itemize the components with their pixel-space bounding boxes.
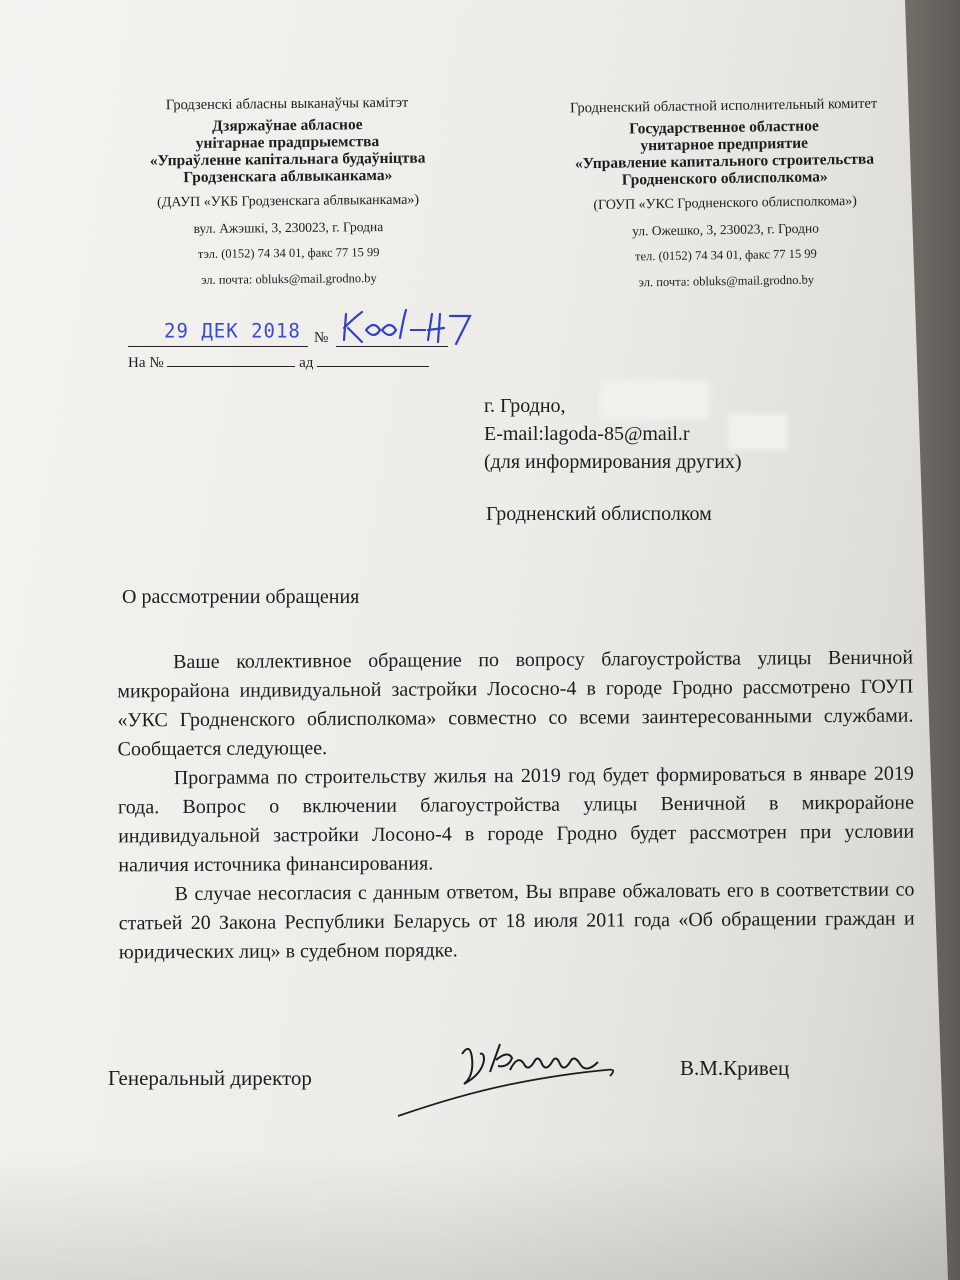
reply-to-label: На № [128, 355, 164, 371]
header-right [539, 95, 912, 293]
header-right-name-1: Государственное областное [629, 117, 819, 138]
redaction-blur-2 [728, 414, 788, 450]
letter-body [117, 644, 915, 968]
recipient-city: г. Гродно, [484, 395, 566, 417]
header-left-name-3: «Упраўленне капітальнага будаўніцтва [149, 149, 426, 170]
handwritten-number [340, 300, 480, 352]
header-left-name-4: Гродзенскага аблвыканкама» [183, 166, 393, 187]
number-field [314, 330, 328, 347]
recipient-email: E-mail:lagoda-85@mail.r [484, 423, 690, 445]
body-paragraph-2: Программа по строительству жилья на 2019 год будет формироваться в январе 2019 года. Вопрос о включении благоустройства улицы Веничной в микрорайоне индивидуальной застройки Лосоно-4 в городе Гродно будет рассмотрен при условии наличия источника финансирования. [117, 762, 915, 877]
date-underline [128, 346, 308, 347]
signatory-name: В.М.Кривец [680, 1056, 790, 1080]
header-right-name-2: унитарное предприятие [640, 134, 809, 155]
redaction-blur-1 [600, 380, 710, 420]
header-left-org: Гродзенскі абласны выканаўчы камітэт [165, 94, 409, 114]
header-left-email: эл. почта: obluks@mail.grodno.by [201, 271, 377, 287]
recipient-note: (для информирования других) [484, 451, 742, 473]
header-left [117, 94, 459, 290]
number-label: № [314, 330, 329, 346]
handwritten-number-svg [340, 300, 480, 352]
subject-line: О рассмотрении обращения [122, 586, 360, 608]
header-right-address: ул. Ожешко, 3, 230023, г. Гродно [632, 220, 820, 239]
page-shadow [0, 1150, 960, 1280]
header-left-name-1: Дзяржаўнае абласное [211, 116, 363, 135]
reply-to-blank [167, 352, 295, 367]
header-right-phone: тел. (0152) 74 34 01, факс 77 15 99 [634, 246, 817, 264]
header-left-name-2: унітарнае прадпрыемства [195, 133, 380, 152]
signatory-title: Генеральный директор [108, 1066, 312, 1090]
header-left-abbr: (ДАУП «УКБ Гродзенскага аблвыканкама») [157, 192, 420, 211]
copy-recipient: Гродненский облисполком [486, 503, 712, 525]
header-right-email: эл. почта: obluks@mail.grodno.by [638, 272, 815, 290]
header-right-org: Гродненский областной исполнительный комитет [569, 95, 878, 117]
reply-to-line [128, 352, 429, 372]
from-label: ад [299, 355, 314, 371]
header-left-address: вул. Ажэшкі, 3, 230023, г. Гродна [193, 219, 384, 236]
handwritten-signature [392, 1024, 622, 1124]
body-paragraph-1: Ваше коллективное обращение по вопросу благоустройства улицы Веничной микрорайона индивидуальной застройки Лососно-4 в городе Гродно рассмотрено ГОУП «УКС Гродненского облисполкома» совместно со всеми заинтересованными службами. Сообщается следующее. [117, 646, 914, 761]
from-blank [317, 352, 429, 367]
header-left-phone: тэл. (0152) 74 34 01, факс 77 15 99 [197, 245, 380, 261]
header-right-name-3: «Управление капитального строительства [574, 150, 875, 173]
date-stamp: 29 ДЕК 2018 [164, 319, 301, 343]
body-paragraph-3: В случае несогласия с данным ответом, Вы вправе обжаловать его в соответствии со статьей 20 Закона Республики Беларусь от 18 июля 2011 года «Об обращении граждан и юридических лиц» в судебном порядке. [118, 878, 915, 964]
header-right-abbr: (ГОУП «УКС Гродненского облисполкома») [593, 193, 858, 214]
signature-svg [392, 1024, 622, 1124]
header-right-name-4: Гродненского облисполкома» [621, 168, 828, 189]
